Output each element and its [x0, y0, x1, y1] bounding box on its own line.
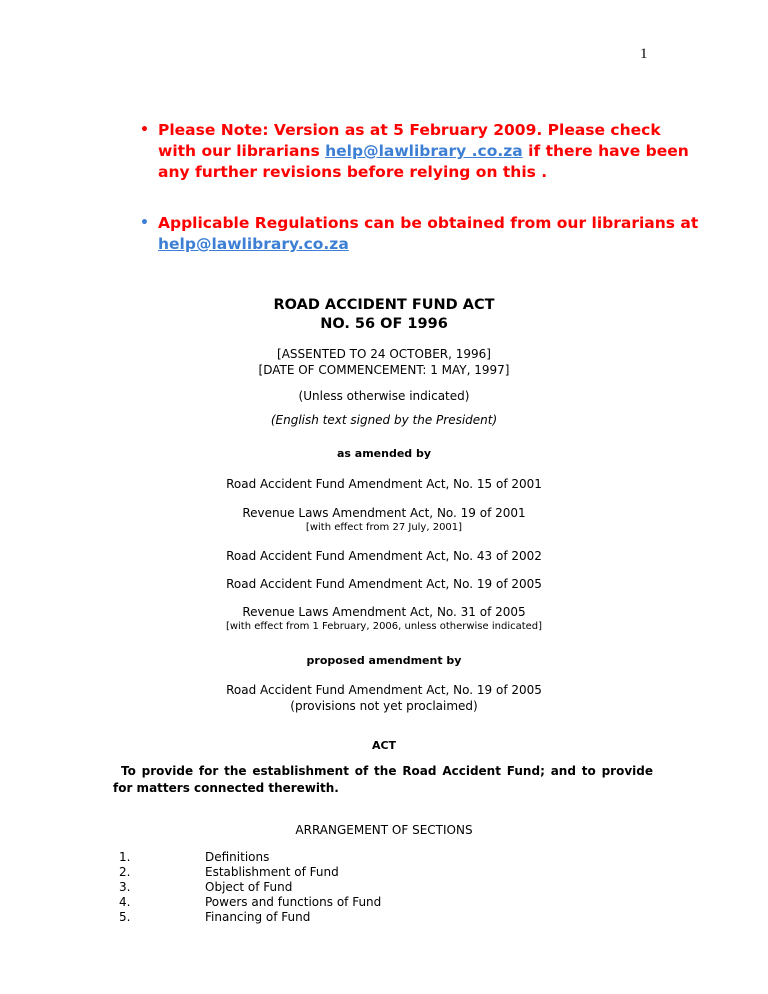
- proposed-amendment-note: (provisions not yet proclaimed): [290, 699, 478, 713]
- amendment-item: Revenue Laws Amendment Act, No. 31 of 2005: [242, 605, 526, 619]
- act-purpose: [113, 763, 653, 797]
- act-title-line1: ROAD ACCIDENT FUND ACT: [273, 297, 495, 313]
- bullet-icon: •: [140, 122, 149, 138]
- english-text-note: (English text signed by the President): [270, 413, 498, 427]
- unless-note: (Unless otherwise indicated): [298, 389, 470, 403]
- commencement-date: [DATE OF COMMENCEMENT: 1 MAY, 1997]: [258, 363, 510, 377]
- amended-by-label: as amended by: [336, 447, 432, 460]
- section-number: 4.: [119, 895, 131, 909]
- section-title: Definitions: [205, 850, 270, 864]
- notice-list: [140, 120, 700, 255]
- amendment-item: Revenue Laws Amendment Act, No. 19 of 2001: [242, 506, 526, 520]
- version-note-text-end: if there have been any further revisions before relying on this .: [158, 142, 689, 181]
- amendment-note: [with effect from 27 July, 2001]: [305, 522, 463, 533]
- regulations-note-text: Applicable Regulations can be obtained from our librarians at: [158, 214, 699, 232]
- section-title: Powers and functions of Fund: [205, 895, 382, 909]
- act-purpose-text: To provide for the establishment of the Road Accident Fund; and to provide for matters connected therewith.: [113, 764, 653, 795]
- proposed-amendment-label: proposed amendment by: [306, 654, 462, 667]
- regulations-email-link[interactable]: help@lawlibrary.co.za: [158, 235, 349, 253]
- section-number: 5.: [119, 910, 131, 924]
- section-title: Object of Fund: [205, 880, 293, 894]
- amendment-item: Road Accident Fund Amendment Act, No. 15 of 2001: [226, 477, 542, 491]
- amendment-item: Road Accident Fund Amendment Act, No. 19 of 2005: [226, 577, 542, 591]
- bullet-icon: •: [140, 215, 149, 231]
- amendment-note: [with effect from 1 February, 2006, unless otherwise indicated]: [225, 621, 543, 632]
- act-title-line2: NO. 56 OF 1996: [320, 316, 448, 332]
- assent-info: [0, 346, 768, 378]
- page-number: 1: [640, 46, 648, 62]
- proposed-amendment-item: Road Accident Fund Amendment Act, No. 19 of 2005: [226, 683, 542, 697]
- act-title: [0, 296, 768, 334]
- arrangement-heading: ARRANGEMENT OF SECTIONS: [295, 823, 473, 837]
- section-number: 1.: [119, 850, 131, 864]
- regulations-note: [140, 213, 700, 255]
- version-note-text: Please Note: Version as at 5 February 2009. Please check with our librarians: [158, 121, 661, 160]
- librarian-email-link[interactable]: help@lawlibrary .co.za: [325, 142, 523, 160]
- section-title: Establishment of Fund: [205, 865, 339, 879]
- act-label: ACT: [371, 739, 397, 752]
- section-title: Financing of Fund: [205, 910, 311, 924]
- amendment-item: Road Accident Fund Amendment Act, No. 43 of 2002: [226, 549, 542, 563]
- section-number: 2.: [119, 865, 131, 879]
- version-note: [140, 120, 700, 183]
- assented-date: [ASSENTED TO 24 OCTOBER, 1996]: [277, 347, 491, 361]
- section-number: 3.: [119, 880, 131, 894]
